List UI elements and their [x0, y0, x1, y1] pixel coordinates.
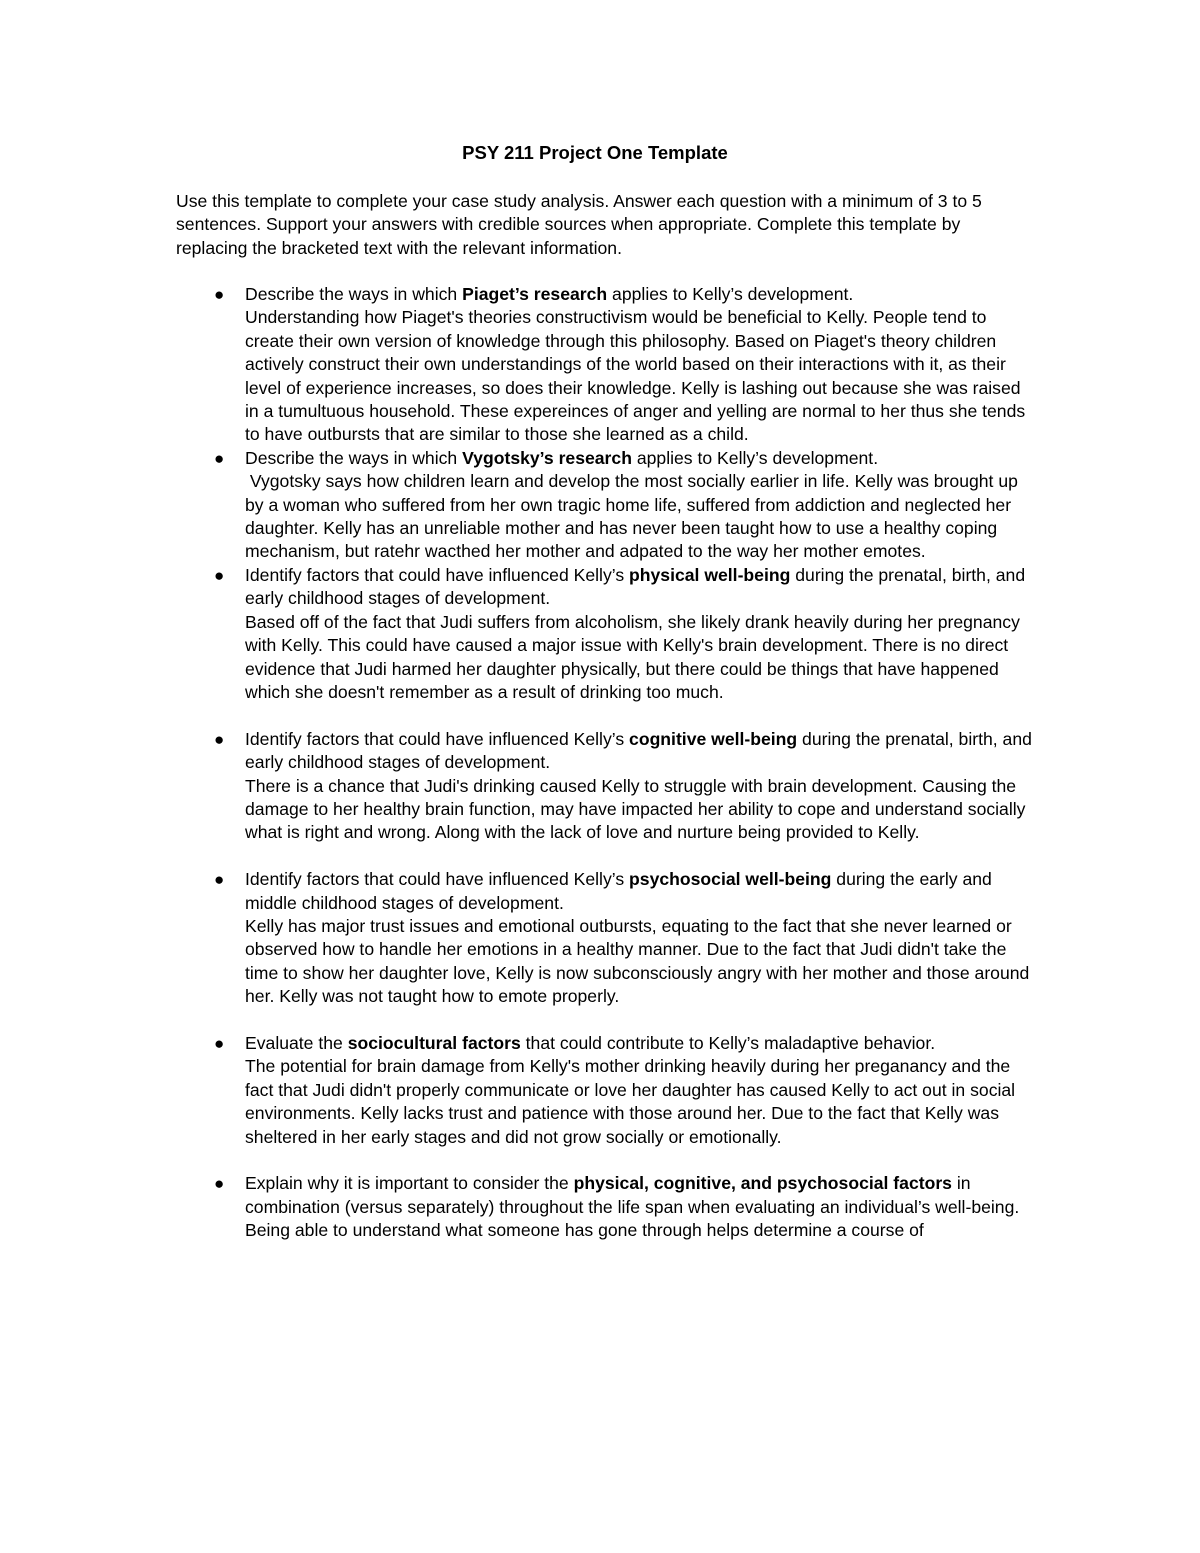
prompt-text: that could contribute to Kelly’s maladaptive behavior. — [520, 1032, 936, 1053]
question-prompt — [245, 728, 1036, 775]
bullet-icon: ● — [214, 1033, 225, 1053]
answer-text: Based off of the fact that Judi suffers from alcoholism, she likely drank heavily during her pregnancy with Kelly. This could have caused a major issue with Kelly's brain development. There is no direct evidence that Judi harmed her daughter physically, but there could be things that have happened which she doesn't remember as a result of drinking too much. — [245, 611, 1020, 702]
question-prompt — [245, 1032, 1036, 1055]
answer-text: Vygotsky says how children learn and develop the most socially earlier in life. Kelly was brought up by a woman who suffered from her own tragic home life, suffered from addiction and neglected her daughter. Kelly has an unreliable mother and has never been taught how to use a healthy coping mechanism, but ratehr wacthed her mother and adpated to the way her mother emotes. — [245, 471, 1028, 562]
list-item — [176, 1172, 1036, 1242]
bullet-icon: ● — [214, 448, 225, 468]
prompt-emphasis: sociocultural factors — [347, 1032, 521, 1053]
prompt-text: Describe the ways in which — [245, 284, 463, 304]
prompt-text: Identify factors that could have influenced Kelly’s — [245, 869, 630, 890]
prompt-emphasis: physical, cognitive, and psychosocial factors — [573, 1173, 952, 1194]
answer-text: There is a chance that Judi's drinking caused Kelly to struggle with brain development. Causing the damage to her healthy brain function, may have impacted her ability to cope and understand socially what is right and wrong. Along with the lack of love and nurture being provided to Kelly. — [245, 775, 1026, 843]
bullet-icon: ● — [214, 870, 225, 890]
question-prompt — [245, 447, 1036, 470]
prompt-emphasis: psychosocial well-being — [629, 869, 832, 890]
list-item — [176, 564, 1036, 704]
prompt-emphasis: physical well-being — [629, 564, 791, 585]
question-prompt — [245, 564, 1036, 611]
prompt-text: Explain why it is important to consider the — [245, 1173, 574, 1194]
list-item — [176, 728, 1036, 845]
intro-text: Use this template to complete your case study analysis. Answer each question with a minimum of 3 to 5 sentences. Support your answers with credible sources when appropriate. Complete this template by replacing the bracketed text with the relevant information. — [176, 191, 982, 258]
prompt-text: applies to Kelly’s development. — [607, 284, 854, 304]
answer-text: Kelly has major trust issues and emotional outbursts, equating to the fact that she never learned or observed how to handle her emotions in a healthy manner. Due to the fact that Judi didn't take the time to show her daughter love, Kelly is now subconsciously angry with her mother and those around her. Kelly was not taught how to emote properly. — [245, 915, 1030, 1007]
bullet-icon: ● — [214, 1174, 225, 1194]
question-prompt — [245, 1172, 1036, 1219]
bullet-icon: ● — [214, 285, 225, 304]
prompt-text: Identify factors that could have influenced Kelly’s — [245, 564, 630, 585]
question-prompt — [245, 868, 1036, 915]
prompt-text: in combination (versus separately) throughout the life span when evaluating an individual’s well-being. — [245, 1173, 1020, 1217]
question-prompt — [245, 283, 1036, 306]
prompt-text: Describe the ways in which — [245, 447, 463, 468]
question-list — [176, 283, 1036, 1243]
prompt-emphasis: cognitive well-being — [629, 728, 798, 749]
answer-text: The potential for brain damage from Kelly's mother drinking heavily during her preganancy and the fact that Judi didn't properly communicate or love her daughter has caused Kelly to act out in social environments. Kelly lacks trust and patience with those around her. Due to the fact that Kelly was sheltered in her early stages and did not grow socially or emotionally. — [245, 1056, 1016, 1147]
answer-text: Understanding how Piaget's theories constructivism would be beneficial to Kelly. People tend to create their own version of knowledge through this philosophy. Based on Piaget's theory children actively construct their own understandings of the world based on their interactions with it, as their level of experience increases, so does their knowledge. Kelly is lashing out because she was raised in a tumultuous household. These expereinces of anger and yelling are normal to her thus she tends to have outbursts that are similar to those she learned as a child. — [245, 307, 1026, 445]
prompt-text: Identify factors that could have influenced Kelly’s — [245, 728, 630, 749]
prompt-text: during the prenatal, birth, and early childhood stages of development. — [245, 728, 1032, 773]
prompt-text: during the early and middle childhood stages of development. — [245, 869, 992, 913]
prompt-emphasis: Vygotsky’s research — [462, 447, 632, 468]
bullet-icon: ● — [214, 729, 225, 749]
list-item — [176, 1032, 1036, 1149]
prompt-text: Evaluate the — [245, 1032, 348, 1053]
document-title: PSY 211 Project One Template — [462, 142, 728, 163]
bullet-icon: ● — [214, 565, 225, 585]
list-item — [176, 283, 1036, 447]
prompt-text: during the prenatal, birth, and early childhood stages of development. — [245, 564, 1026, 609]
intro-paragraph — [176, 190, 1026, 260]
prompt-text: applies to Kelly’s development. — [631, 447, 879, 468]
list-item — [176, 868, 1036, 1008]
answer-text: Being able to understand what someone has gone through helps determine a course of — [245, 1220, 924, 1241]
list-item — [176, 447, 1036, 564]
prompt-emphasis: Piaget’s research — [462, 284, 608, 304]
